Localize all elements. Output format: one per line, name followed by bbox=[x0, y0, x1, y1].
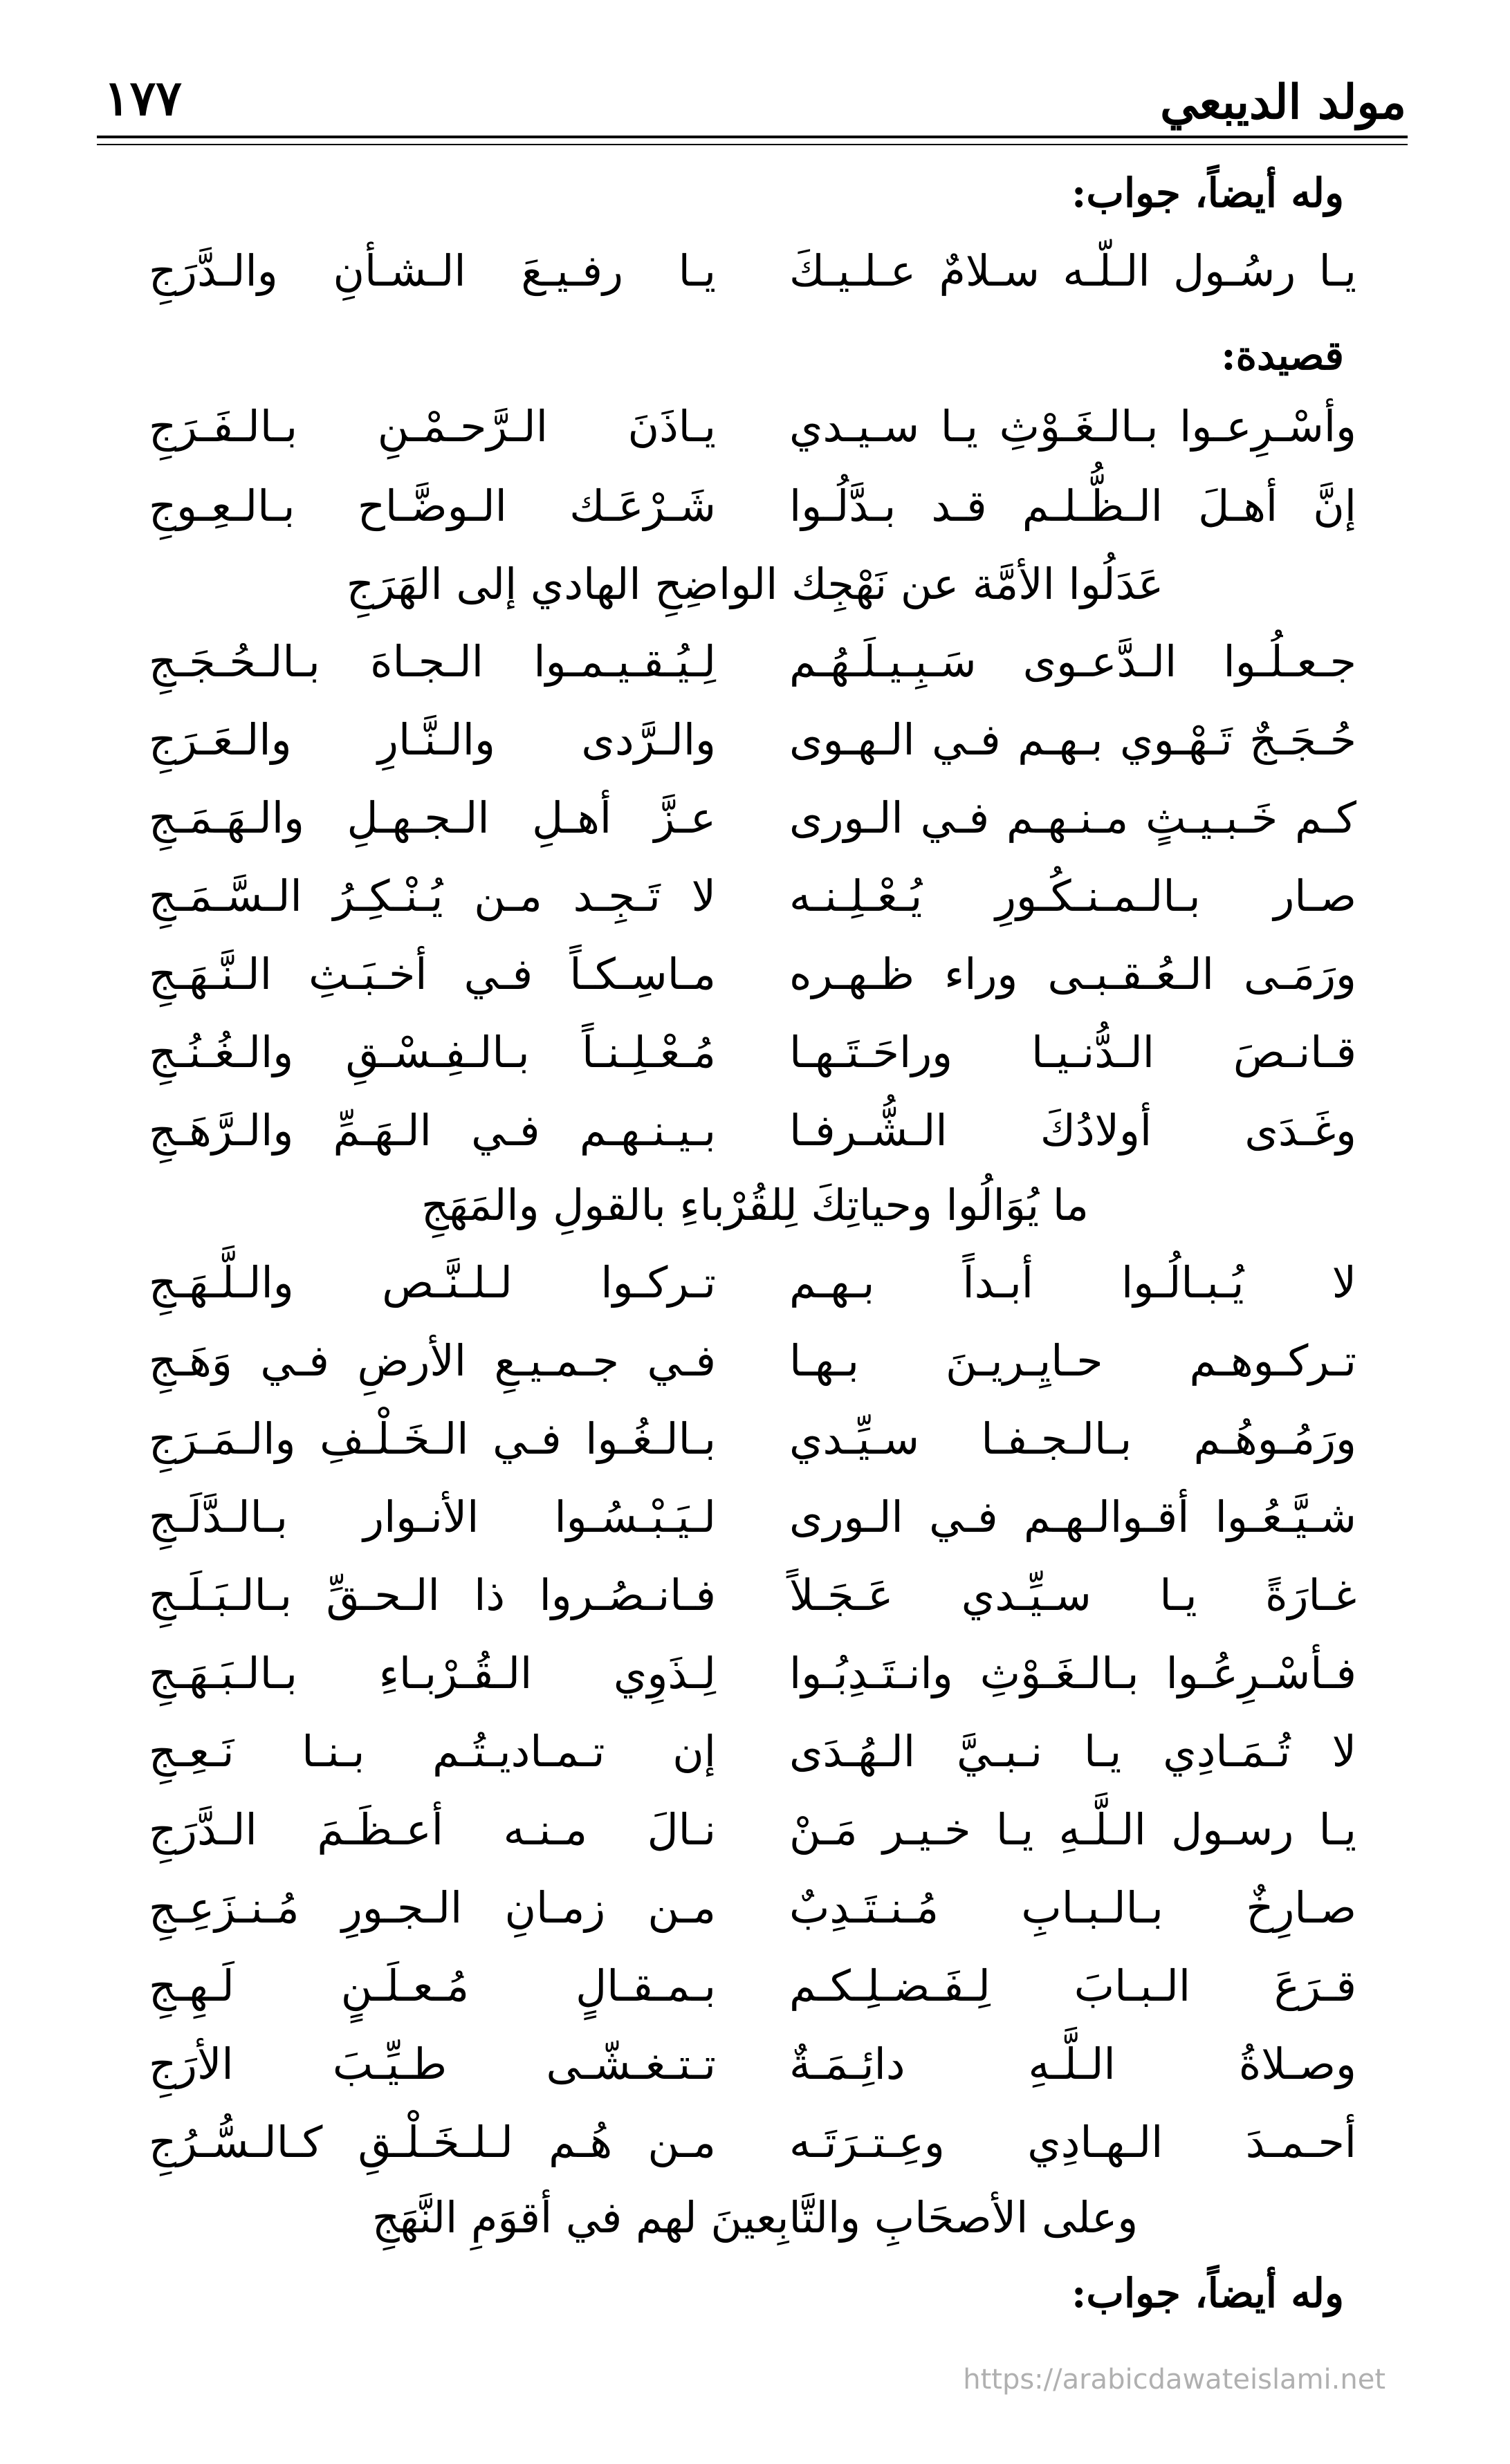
verse-second-hemistich: مـاسِـكـاً فـي أخـبَـثِ الـنَّـهَـجِ bbox=[149, 949, 716, 999]
verse-line bbox=[0, 2039, 1510, 2115]
refrain-line: عَدَلُوا الأمَّة عن نَهْجِك الواضِحِ الهادي إلى الهَرَجِ bbox=[346, 559, 1164, 609]
verse-second-hemistich: إن تـمـاديـتُـم بـنـا نَـعِـجِ bbox=[149, 1726, 716, 1777]
section-heading: قصيدة: bbox=[1221, 332, 1344, 379]
verse-line bbox=[0, 1648, 1510, 1724]
verse-first-hemistich: شـيَّـعُـوا أقـوالـهـم فـي الـورى bbox=[789, 1492, 1356, 1542]
verse-second-hemistich: يـا رفـيـعَ الـشـأنِ والـدَّرَجِ bbox=[149, 246, 716, 296]
verse-first-hemistich: وغَـدَى أولادُكَ الـشُّـرفـا bbox=[789, 1105, 1356, 1156]
verse-second-hemistich: بـيـنـهـم فـي الـهَـمِّ والـرَّهَـجِ bbox=[149, 1105, 716, 1156]
verse-first-hemistich: قـرَعَ الـبـابَ لِـفَـضـلِـكـم bbox=[789, 1961, 1356, 2011]
refrain-line: ما يُوَالُوا وحياتِكَ لِلقُرْباءِ بالقولِ والمَهَجِ bbox=[421, 1180, 1089, 1230]
verse-second-hemistich: تـتـغـشّـى طـيِّـبَ الأرَجِ bbox=[149, 2039, 716, 2089]
verse-line bbox=[0, 1570, 1510, 1646]
verse-first-hemistich: كـم خَـبـيـثٍ مـنـهـم فـي الـورى bbox=[789, 793, 1356, 843]
verse-line bbox=[0, 1335, 1510, 1411]
verse-first-hemistich: إنَّ أهـلَ الـظُّـلـم قـد بـدَّلُـوا bbox=[789, 481, 1356, 531]
verse-line bbox=[0, 949, 1510, 1025]
verse-first-hemistich: أحـمـدَ الـهـادِي وعِـتـرَتَـه bbox=[789, 2117, 1356, 2167]
verse-first-hemistich: تـركـوهـم حـايِـريـنَ بـهـا bbox=[789, 1335, 1356, 1386]
verse-first-hemistich: حُـجَـجٌ تَـهْـوي بـهـم فـي الـهـوى bbox=[789, 714, 1356, 765]
verse-first-hemistich: فـأسْـرِعُـوا بـالـغَـوْثِ وانـتَـدِبُـوا bbox=[789, 1648, 1356, 1698]
verse-line bbox=[0, 1414, 1510, 1490]
verse-second-hemistich: عـزَّ أهـلِ الـجـهـلِ والـهَـمَـجِ bbox=[149, 793, 716, 843]
verse-second-hemistich: والـرَّدى والـنَّـارِ والـعَـرَجِ bbox=[149, 714, 716, 765]
verse-second-hemistich: تـركـوا لـلـنَّـص والـلَّـهَـجِ bbox=[149, 1257, 716, 1308]
verse-line bbox=[0, 1105, 1510, 1181]
verse-second-hemistich: نـالَ مـنـه أعـظَـمَ الـدَّرَجِ bbox=[149, 1804, 716, 1855]
verse-second-hemistich: مـن زمـانِ الـجـورِ مُـنـزَعِـجِ bbox=[149, 1882, 716, 1933]
verse-line bbox=[0, 1882, 1510, 1958]
verse-line bbox=[0, 1726, 1510, 1802]
verse-line bbox=[0, 1492, 1510, 1568]
verse-line bbox=[0, 1027, 1510, 1103]
page-number: ١٧٧ bbox=[104, 69, 182, 127]
verse-line bbox=[0, 871, 1510, 947]
header-rule-thin bbox=[97, 144, 1408, 145]
verse-second-hemistich: يـاذَنَ الـرَّحـمْـنِ بـالـفَـرَجِ bbox=[149, 401, 716, 452]
verse-line bbox=[0, 1961, 1510, 2037]
verse-second-hemistich: مُـعْـلِـنـاً بـالـفِـسْـقِ والـغُـنُـجِ bbox=[149, 1027, 716, 1077]
section-heading: وله أيضاً، جواب: bbox=[1071, 169, 1344, 216]
verse-second-hemistich: شَـرْعَـك الـوضَّـاح بـالـعِـوجِ bbox=[149, 481, 716, 531]
closing-line: وعلى الأصحَابِ والتَّابِعينَ لهم في أقوَمِ النَّهَجِ bbox=[371, 2192, 1139, 2243]
verse-first-hemistich: غـارَةً يـا سـيِّـدي عَـجَـلاً bbox=[789, 1570, 1356, 1620]
verse-first-hemistich: وصـلاةُ الـلَّـهِ دائِـمَـةٌ bbox=[789, 2039, 1356, 2089]
verse-line bbox=[0, 636, 1510, 712]
verse-first-hemistich: صـارِخٌ بـالـبـابِ مُـنـتَـدِبٌ bbox=[789, 1882, 1356, 1933]
verse-first-hemistich: ورَمُـوهُـم بـالـجـفـا سـيِّـدي bbox=[789, 1414, 1356, 1464]
verse-line bbox=[0, 481, 1510, 557]
verse-first-hemistich: صـار بـالـمـنـكُـورِ يُـعْـلِـنـه bbox=[789, 871, 1356, 921]
running-title: مولد الديبعي bbox=[1160, 75, 1406, 130]
verse-first-hemistich: لا يُـبـالُـوا أبـداً بـهـم bbox=[789, 1257, 1356, 1308]
verse-line bbox=[0, 714, 1510, 790]
verse-line bbox=[0, 1257, 1510, 1333]
verse-first-hemistich: لا تُـمَـادِي يـا نـبـيَّ الـهُـدَى bbox=[789, 1726, 1356, 1777]
verse-first-hemistich: قـانـصَ الـدُّنـيـا وراحَـتَـهـا bbox=[789, 1027, 1356, 1077]
verse-second-hemistich: فـي جـمـيـعِ الأرضِ فـي وَهَـجِ bbox=[149, 1335, 716, 1386]
verse-line bbox=[0, 401, 1510, 477]
verse-second-hemistich: فـانـصُـروا ذا الـحـقِّ بـالـبَـلَـجِ bbox=[149, 1570, 716, 1620]
verse-line bbox=[0, 2117, 1510, 2193]
header-rule bbox=[97, 136, 1408, 138]
verse-first-hemistich: ورَمَـى الـعُـقـبـى وراء ظـهـره bbox=[789, 949, 1356, 999]
verse-second-hemistich: لا تَـجِـد مـن يُـنْـكِـرُ الـسَّـمَـجِ bbox=[149, 871, 716, 921]
verse-second-hemistich: لـيَـبْـسُـوا الأنـوار بـالـدَّلَـجِ bbox=[149, 1492, 716, 1542]
section-heading: وله أيضاً، جواب: bbox=[1071, 2270, 1344, 2317]
verse-second-hemistich: لِـذَوِي الـقُـرْبـاءِ بـالـبَـهَـجِ bbox=[149, 1648, 716, 1698]
verse-second-hemistich: بـمـقـالٍ مُـعـلَـنٍ لَـهِـجِ bbox=[149, 1961, 716, 2011]
verse-first-hemistich: يـا رسُـول الـلّـه سـلامٌ عـلـيـكَ bbox=[789, 246, 1356, 296]
verse-line bbox=[0, 246, 1510, 322]
verse-second-hemistich: لِـيُـقـيـمـوا الـجـاهَ بـالـحُـجَـجِ bbox=[149, 636, 716, 687]
verse-line bbox=[0, 793, 1510, 869]
verse-first-hemistich: يـا رسـول الـلَّـهِ يـا خـيـر مَـنْ bbox=[789, 1804, 1356, 1855]
verse-second-hemistich: مـن هُـم لـلـخَـلْـقِ كـالـسُّـرُجِ bbox=[149, 2117, 716, 2167]
verse-first-hemistich: وأسْـرِعـوا بـالـغَـوْثِ يـا سـيـدي bbox=[789, 401, 1356, 452]
verse-line bbox=[0, 1804, 1510, 1880]
verse-second-hemistich: بـالـغُـوا فـي الـخَـلْـفِ والـمَـرَجِ bbox=[149, 1414, 716, 1464]
verse-first-hemistich: جـعـلُـوا الـدَّعـوى سَـبِـيـلَـهُـم bbox=[789, 636, 1356, 687]
website-watermark: https://arabicdawateislami.net bbox=[963, 2364, 1385, 2396]
